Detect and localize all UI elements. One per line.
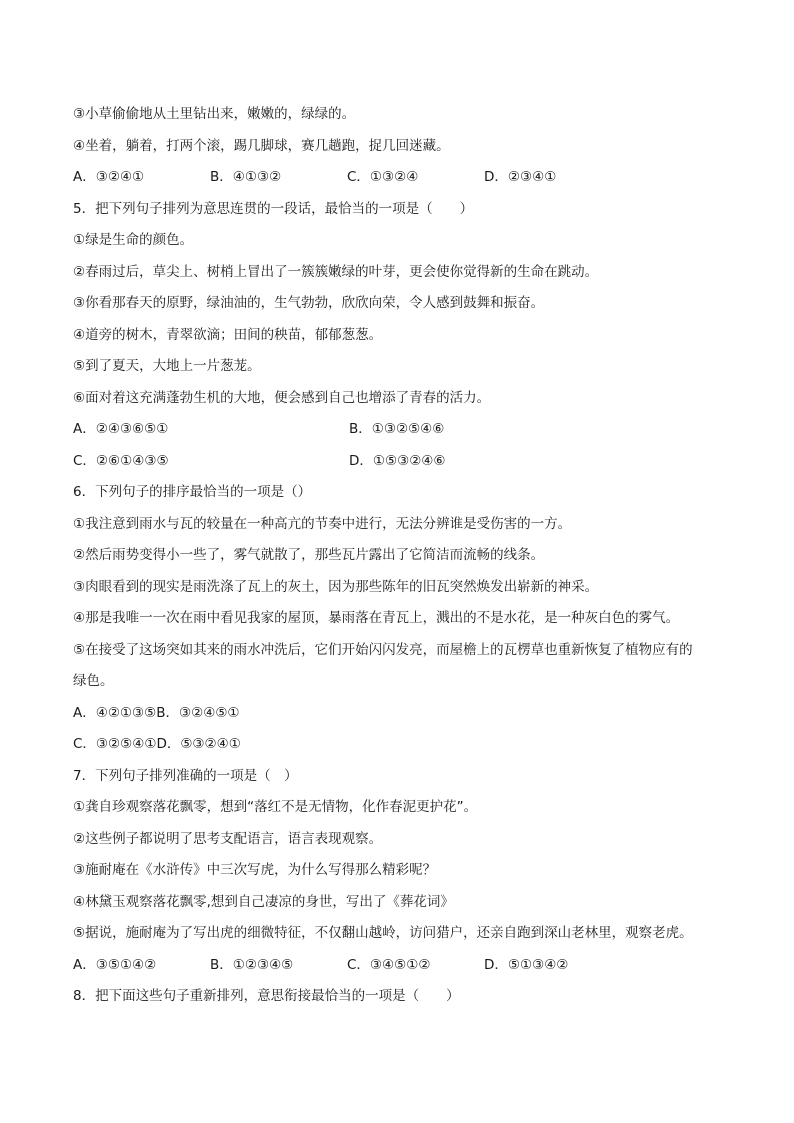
q6-options-row1: A．④②①③⑤B．③②④⑤① xyxy=(73,704,240,721)
q7-sentence: ③施耐庵在《水浒传》中三次写虎，为什么写得那么精彩呢？ xyxy=(73,862,437,878)
q4-option-a: A．③②④① xyxy=(73,169,145,185)
q7-title: 7．下列句子排列准确的一项是（ ） xyxy=(73,767,298,784)
q5-sentence: ④道旁的树木，青翠欲滴；田间的秧苗，郁郁葱葱。 xyxy=(73,326,383,343)
q7-option-a: A．③⑤①④② xyxy=(73,956,157,973)
q5-option-a: A．②④③⑥⑤① xyxy=(73,421,169,437)
q5-options-row1 xyxy=(73,414,733,446)
q6-sentence: ①我注意到雨水与瓦的较量在一种高亢的节奏中进行，无法分辨谁是受伤害的一方。 xyxy=(73,515,572,532)
q5-title: 5．把下列句子排列为意思连贯的一段话，最恰当的一项是（ ） xyxy=(73,200,474,217)
q7-sentence: ⑤据说，施耐庵为了写出虎的细微特征，不仅翻山越岭，访问猎户，还亲自跑到深山老林里，观察老虎。 xyxy=(73,925,693,941)
q7-sentence: ②这些例子都说明了思考支配语言，语言表现观察。 xyxy=(73,830,383,847)
q6-sentence: ④那是我唯一一次在雨中看见我家的屋顶，暴雨落在青瓦上，溅出的不是水花，是一种灰白色的雾气。 xyxy=(73,610,680,626)
q6-options-row2: C．③②⑤④①D．⑤③②④① xyxy=(73,736,241,752)
q5-sentence: ③你看那春天的原野，绿油油的，生气勃勃，欣欣向荣，令人感到鼓舞和振奋。 xyxy=(73,295,545,311)
q4-option-c: C．①③②④ xyxy=(347,169,419,185)
q4-option-d: D．②③④① xyxy=(484,169,557,185)
q7-option-d: D．⑤①③④② xyxy=(484,956,569,973)
q5-option-b: B．①③②⑤④⑥ xyxy=(349,421,445,437)
q6-sentence: ③肉眼看到的现实是雨洗涤了瓦上的灰土，因为那些陈年的旧瓦突然焕发出崭新的神采。 xyxy=(73,578,599,595)
q6-sentence: ⑤在接受了这场突如其来的雨水冲洗后，它们开始闪闪发亮，而屋檐上的瓦楞草也重新恢复了植物应有的 xyxy=(73,641,693,658)
q6-sentence: 绿色。 xyxy=(73,673,114,689)
q5-option-c: C．②⑥①④③⑤ xyxy=(73,452,169,469)
q7-sentence: ④林黛玉观察落花飘零,想到自己凄凉的身世，写出了《葬花词》 xyxy=(73,893,454,910)
q7-options xyxy=(73,950,733,982)
page-content xyxy=(73,99,733,1013)
q5-sentence: ⑥面对着这充满蓬勃生机的大地，便会感到自己也增添了青春的活力。 xyxy=(73,389,491,406)
q5-sentence: ⑤到了夏天，大地上一片葱茏。 xyxy=(73,358,261,374)
sentence-line: ③小草偷偷地从土里钻出来，嫩嫩的，绿绿的。 xyxy=(73,106,356,122)
q4-option-b: B．④①③② xyxy=(210,169,282,185)
q5-options-row2 xyxy=(73,446,733,478)
q4-options xyxy=(73,162,733,194)
q7-sentence: ①龚自珍观察落花飘零，想到“落红不是无情物，化作春泥更护花”。 xyxy=(73,799,478,815)
sentence-line: ④坐着，躺着，打两个滚，踢几脚球，赛几趟跑，捉几回迷藏。 xyxy=(73,137,450,154)
q8-title: 8．把下面这些句子重新排列，意思衔接最恰当的一项是（ ） xyxy=(73,988,460,1004)
q6-title: 6．下列句子的排序最恰当的一项是（） xyxy=(73,484,312,500)
q5-sentence: ①绿是生命的颜色。 xyxy=(73,232,194,248)
q6-sentence: ②然后雨势变得小一些了，雾气就散了，那些瓦片露出了它简洁而流畅的线条。 xyxy=(73,547,545,563)
q5-sentence: ②春雨过后，草尖上、树梢上冒出了一簇簇嫩绿的叶芽，更会使你觉得新的生命在跳动。 xyxy=(73,263,599,280)
q5-option-d: D．①⑤③②④⑥ xyxy=(349,452,446,469)
q7-option-b: B．①②③④⑤ xyxy=(210,956,294,973)
q7-option-c: C．③④⑤①② xyxy=(347,956,431,973)
